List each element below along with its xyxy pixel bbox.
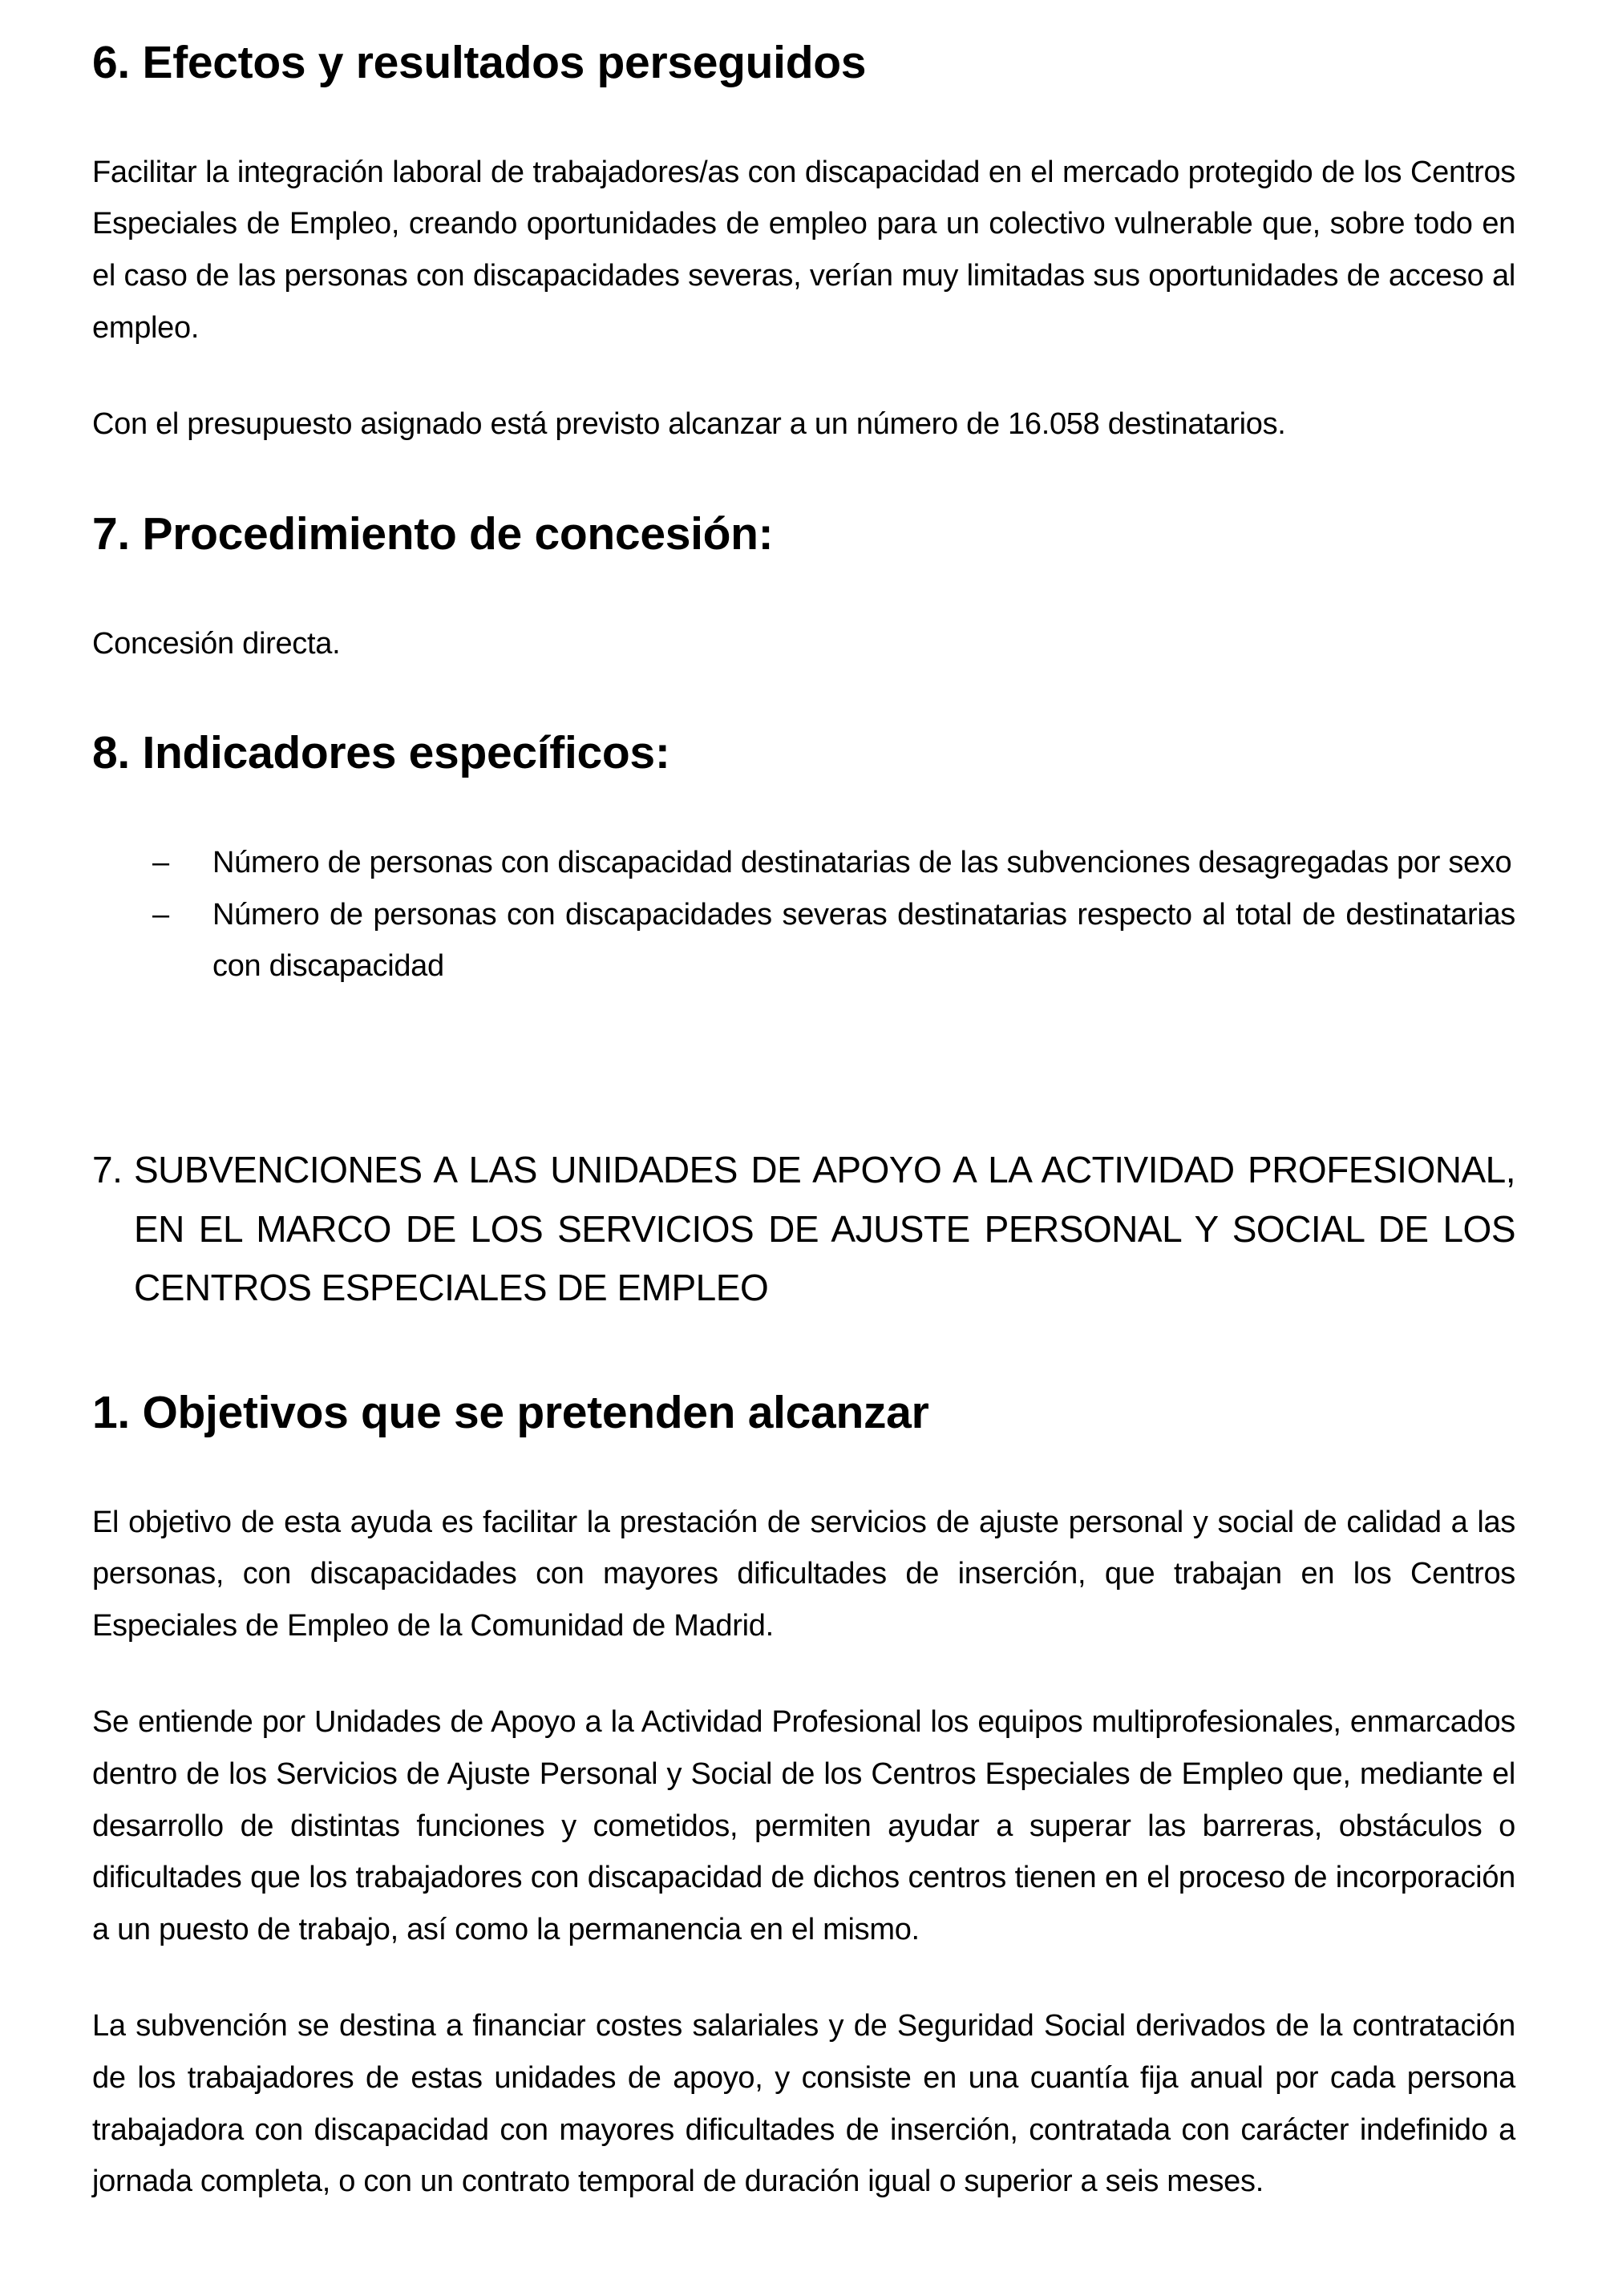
list-item-text: Número de personas con discapacidades severas destinatarias respecto al total de destinatarias con discapacidad	[212, 897, 1515, 984]
paragraph-subvencion-destino: La subvención se destina a financiar costes salariales y de Seguridad Social derivados de la contratación de los trabajadores de estas unidades de apoyo, y consiste en una cuantía fija anual por cada persona trabajadora con discapacidad con mayores dificultades de inserción, contratada con carácter indefinido a jornada completa, o con un contrato temporal de duración igual o superior a seis meses.	[92, 2009, 1515, 2199]
heading-subvenciones-unidades-apoyo	[92, 1141, 1515, 1318]
paragraph-concesion-directa: Concesión directa.	[92, 626, 341, 661]
paragraph-unidades-apoyo-definicion: Se entiende por Unidades de Apoyo a la Actividad Profesional los equipos multiprofesionales, enmarcados dentro de los Servicios de Ajuste Personal y Social de los Centros Especiales de Empleo que, mediante el desarrollo de distintas funciones y cometidos, permiten ayudar a superar las barreras, obstáculos o dificultades que los trabajadores con discapacidad de dichos centros tienen en el proceso de incorporación a un puesto de trabajo, así como la permanencia en el mismo.	[92, 1705, 1515, 1946]
heading-objetivos-alcanzar: 1. Objetivos que se pretenden alcanzar	[92, 1386, 929, 1438]
paragraph-objetivo-ayuda: El objetivo de esta ayuda es facilitar la prestación de servicios de ajuste personal y social de calidad a las personas, con discapacidades con mayores dificultades de inserción, que trabajan en los Centros Especiales de Empleo de la Comunidad de Madrid.	[92, 1505, 1515, 1643]
list-item	[92, 837, 1515, 889]
heading-indicadores-especificos: 8. Indicadores específicos:	[92, 727, 670, 779]
section-number: 7.	[92, 1149, 123, 1191]
heading-efectos-resultados: 6. Efectos y resultados perseguidos	[92, 37, 867, 88]
paragraph-presupuesto-destinatarios: Con el presupuesto asignado está previsto alcanzar a un número de 16.058 destinatarios.	[92, 407, 1286, 442]
dash-bullet-icon: –	[152, 846, 169, 880]
paragraph-facilitar-integracion: Facilitar la integración laboral de trabajadores/as con discapacidad en el mercado protegido de los Centros Especiales de Empleo, creando oportunidades de empleo para un colectivo vulnerable que, sobre todo en el caso de las personas con discapacidades severas, verían muy limitadas sus oportunidades de acceso al empleo.	[92, 155, 1515, 345]
indicator-bullet-list	[92, 837, 1515, 992]
section-title: SUBVENCIONES A LAS UNIDADES DE APOYO A LA ACTIVIDAD PROFESIONAL, EN EL MARCO DE LOS SERVICIOS DE AJUSTE PERSONAL Y SOCIAL DE LOS CENTROS ESPECIALES DE EMPLEO	[134, 1149, 1515, 1309]
dash-bullet-icon: –	[152, 897, 169, 932]
heading-procedimiento-concesion: 7. Procedimiento de concesión:	[92, 507, 774, 560]
list-item	[92, 889, 1515, 992]
list-item-text: Número de personas con discapacidad destinatarias de las subvenciones desagregadas por sexo	[212, 846, 1512, 880]
